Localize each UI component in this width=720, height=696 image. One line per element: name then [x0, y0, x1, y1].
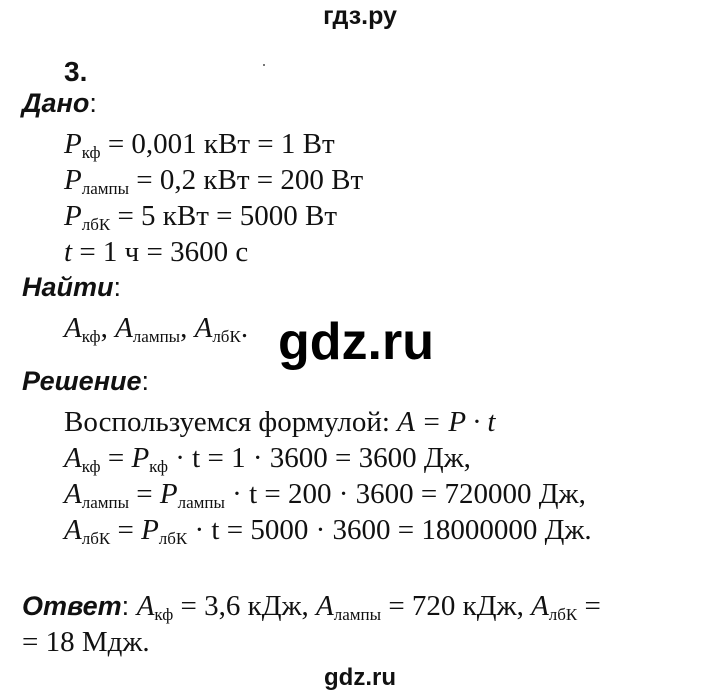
- var: P: [131, 442, 150, 474]
- separator: ,: [100, 312, 116, 344]
- var: A: [64, 312, 82, 344]
- var: A: [194, 312, 213, 344]
- var: A: [64, 514, 82, 546]
- terminator: .: [240, 312, 249, 344]
- calc: · t = 5000 · 3600 = 18000000 Дж.: [187, 514, 592, 546]
- var: A: [316, 590, 334, 622]
- equals: =: [129, 478, 160, 510]
- answer-value: = 720 кДж,: [381, 590, 532, 622]
- var-sub: кф: [154, 605, 174, 624]
- calc: · t = 1 · 3600 = 3600 Дж,: [168, 442, 471, 474]
- given-line: [64, 162, 363, 198]
- var: P: [64, 128, 82, 160]
- answer-line: [22, 588, 601, 624]
- var: A: [64, 478, 82, 510]
- var-sub: лампы: [333, 605, 382, 624]
- watermark: gdz.ru: [272, 312, 440, 372]
- var-sub: кф: [81, 457, 101, 476]
- site-header: гдз.ру: [323, 2, 397, 30]
- formula-intro: Воспользуемся формулой:: [64, 406, 398, 438]
- formula-line: [64, 404, 495, 440]
- var-sub: лампы: [81, 179, 130, 198]
- find-line: [64, 310, 248, 346]
- given-value: = 5 кВт = 5000 Вт: [110, 200, 338, 232]
- separator: ,: [180, 312, 195, 344]
- solution-line: [64, 476, 586, 512]
- given-value: = 0,2 кВт = 200 Вт: [129, 164, 364, 196]
- equals: =: [110, 514, 142, 546]
- given-line: [64, 234, 248, 270]
- find-heading: [22, 272, 121, 303]
- solution-line: [64, 512, 592, 548]
- var-sub: лбК: [212, 327, 241, 346]
- answer-title: Ответ: [22, 591, 122, 621]
- formula: A = P · t: [397, 406, 496, 438]
- given-value: = 1 ч = 3600 с: [72, 236, 249, 268]
- var-sub: лбК: [81, 529, 111, 548]
- var-sub: кф: [81, 143, 101, 162]
- var-sub: кф: [149, 457, 169, 476]
- solution-colon: :: [141, 366, 150, 396]
- solution-title: Решение: [22, 366, 142, 396]
- var: A: [64, 442, 82, 474]
- answer-value: =: [577, 590, 601, 622]
- problem-number: 3.: [64, 56, 88, 87]
- var-sub: лбК: [158, 529, 188, 548]
- given-colon: :: [89, 88, 97, 118]
- answer-continuation: = 18 Мдж.: [22, 626, 150, 658]
- equals: =: [100, 442, 132, 474]
- var: A: [531, 590, 549, 622]
- var: P: [64, 164, 82, 196]
- var: P: [141, 514, 159, 546]
- var-sub: лампы: [81, 493, 130, 512]
- solution-heading: [22, 366, 149, 397]
- var: A: [115, 312, 133, 344]
- var-sub: лбК: [548, 605, 578, 624]
- var-sub: лампы: [132, 327, 181, 346]
- calc: · t = 200 · 3600 = 720000 Дж,: [224, 478, 586, 510]
- var: t: [64, 236, 73, 268]
- site-footer: gdz.ru: [324, 664, 396, 691]
- var-sub: лбК: [81, 215, 111, 234]
- given-line: [64, 126, 335, 162]
- var: P: [159, 478, 178, 510]
- solution-line: [64, 440, 471, 476]
- var: P: [64, 200, 82, 232]
- var-sub: кф: [81, 327, 101, 346]
- scan-speck: [263, 64, 265, 66]
- find-colon: :: [113, 272, 122, 302]
- given-title: Дано: [22, 88, 90, 118]
- find-title: Найти: [22, 272, 114, 302]
- given-heading: [22, 88, 97, 119]
- var: A: [136, 590, 155, 622]
- given-line: [64, 198, 337, 234]
- given-value: = 0,001 кВт = 1 Вт: [100, 128, 335, 160]
- answer-colon: :: [121, 591, 137, 621]
- answer-value: = 3,6 кДж,: [173, 590, 317, 622]
- var-sub: лампы: [177, 493, 225, 512]
